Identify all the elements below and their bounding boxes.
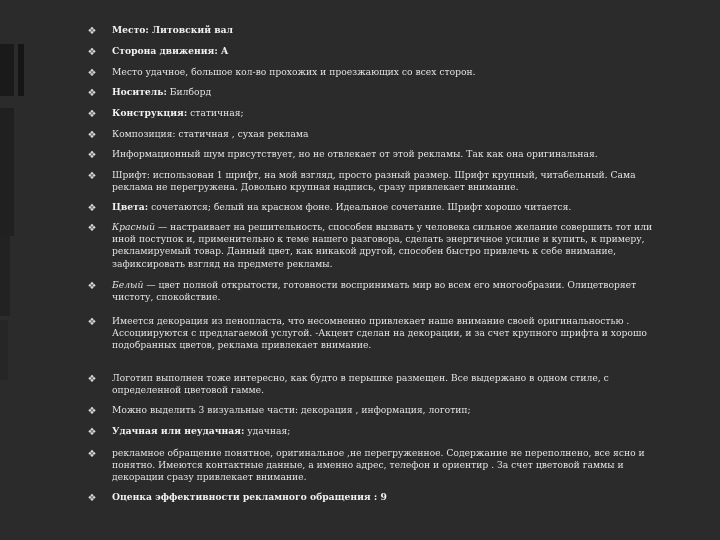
item-text: статичная; <box>187 108 244 119</box>
decor-bar <box>0 44 14 96</box>
item-label: Белый <box>112 280 144 291</box>
item-text: Имеется декорация из пенопласта, что несомненно привлекает наше внимание своей оригинальностью . Ассоциируются с предлагаемой услугой. -Акцент сделан на декорации, и за счет крупного шрифта и хорошо подобранных цветов, реклама привлекает внимание. <box>112 316 647 352</box>
decor-bar <box>18 44 24 96</box>
item-text: — настраивает на решительность, способен вызвать у человека сильное желание совершить тот или иной поступок и, применительно к теме нашего разговора, сделать энергичное усилие и купить, к примеру, рекламируемый товар. Данный цвет, как никакой другой, способен быстро привлечь к себе внимание, зафиксировать взгляд на предмете рекламы. <box>112 222 653 270</box>
diamond-bullet-icon: ❖ <box>87 317 97 328</box>
diamond-bullet-icon: ❖ <box>87 88 97 99</box>
item-text: Билборд <box>166 87 212 98</box>
diamond-bullet-icon: ❖ <box>87 68 97 79</box>
item-text: — цвет полной открытости, готовности воспринимать мир во всем его многообразии. Олицетворяет чистоту, спокойствие. <box>112 280 637 304</box>
decor-bar <box>0 108 14 236</box>
item-label: Носитель: <box>112 87 167 98</box>
item-text: Информационный шум присутствует, но не отвлекает от этой рекламы. Так как она оригинальная. <box>112 149 598 160</box>
item-text: Место удачное, большое кол-во прохожих и проезжающих со всех сторон. <box>112 67 476 78</box>
item-label: Цвета: <box>112 202 149 213</box>
item-text: Можно выделить 3 визуальные части: декорация , информация, логотип; <box>112 405 471 416</box>
item-label: Оценка эффективности рекламного обращения : 9 <box>112 492 387 503</box>
item-text: Композиция: статичная , сухая реклама <box>112 129 309 140</box>
diamond-bullet-icon: ❖ <box>87 150 97 161</box>
diamond-bullet-icon: ❖ <box>87 493 97 504</box>
item-label: Сторона движения: А <box>112 46 229 57</box>
item-text: рекламное обращение понятное, оригинальное ,не перегруженное. Содержание не переполнено, все ясно и понятно. Имеются контактные данные, а именно адрес, телефон и ориентир . За счет цветовой гаммы и декорации сразу привлекает внимание. <box>112 448 645 484</box>
diamond-bullet-icon: ❖ <box>87 427 97 438</box>
item-label: Красный <box>112 222 156 233</box>
diamond-bullet-icon: ❖ <box>87 449 97 460</box>
item-text: Шрифт: использован 1 шрифт, на мой взгляд, просто разный размер. Шрифт крупный, читабельный. Сама реклама не перегружена. Довольно крупная надпись, сразу привлекает внимание. <box>112 170 636 194</box>
item-label: Удачная или неудачная: <box>112 426 245 437</box>
item-text: удачная; <box>244 426 291 437</box>
diamond-bullet-icon: ❖ <box>87 130 97 141</box>
diamond-bullet-icon: ❖ <box>87 171 97 182</box>
diamond-bullet-icon: ❖ <box>87 203 97 214</box>
item-label: Место: Литовский вал <box>112 25 234 36</box>
diamond-bullet-icon: ❖ <box>87 109 97 120</box>
item-text: Логотип выполнен тоже интересно, как будто в перышке размещен. Все выдержано в одном стиле, с определенной цветовой гамме. <box>112 373 609 397</box>
decor-bar <box>0 236 10 316</box>
item-text: сочетаются; белый на красном фоне. Идеальное сочетание. Шрифт хорошо читается. <box>148 202 572 213</box>
decor-bar <box>0 320 8 380</box>
item-label: Конструкция: <box>112 108 188 119</box>
diamond-bullet-icon: ❖ <box>87 406 97 417</box>
diamond-bullet-icon: ❖ <box>87 281 97 292</box>
diamond-bullet-icon: ❖ <box>87 223 97 234</box>
diamond-bullet-icon: ❖ <box>87 374 97 385</box>
diamond-bullet-icon: ❖ <box>87 47 97 58</box>
diamond-bullet-icon: ❖ <box>87 26 97 37</box>
